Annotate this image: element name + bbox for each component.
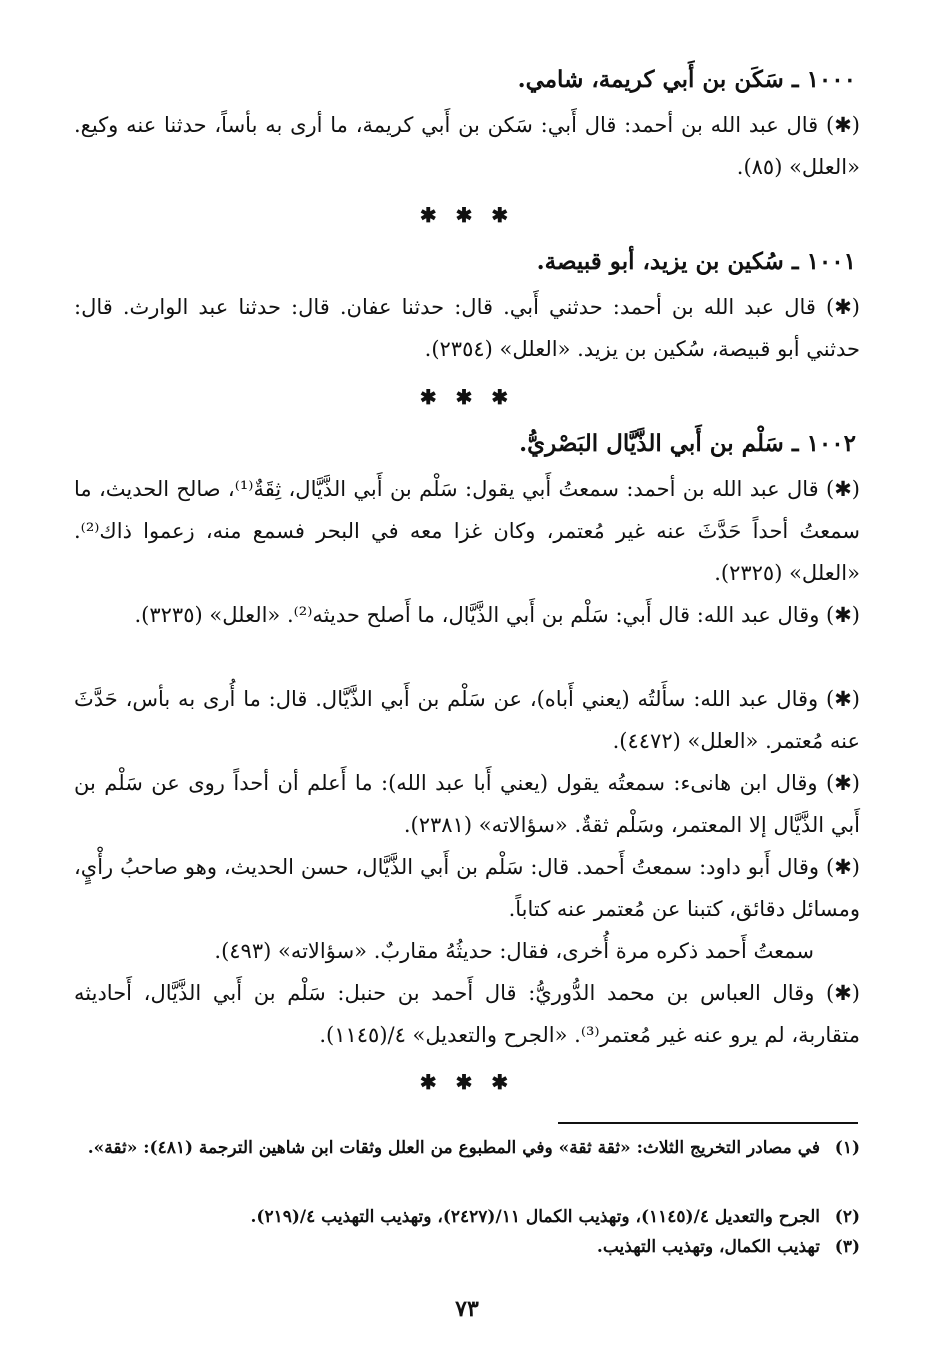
page-number: ٧٣	[455, 1296, 479, 1322]
entry-1002-paragraph-4: (✱) وقال ابن هانىء: سمعتُه يقول (يعني أَبا عبد الله): ما أَعلم أن أحداً روى عن سَلْم بن أَبي الذَّيَّال إلا المعتمر، وسَلْم ثقةٌ. «سؤالاته» (٢٣٨١).	[74, 771, 860, 837]
footnote-number: (٣)	[834, 1237, 860, 1257]
footnote-divider	[558, 1122, 858, 1124]
entry-1001-paragraph-1: (✱) قال عبد الله بن أحمد: حدثني أَبي. قال: حدثنا عفان. قال: حدثنا عبد الوارث. قال: حدثني أبو قبيصة، سُكين بن يزيد. «العلل» (٢٣٥٤).	[74, 295, 860, 361]
entry-1002-paragraph-3: (✱) وقال عبد الله: سأَلتُه (يعني أَباه)، عن سَلْم بن أَبي الذَّيَّال. قال: ما أُرى به بأس، حَدَّثَ عنه مُعتمر. «العلل» (٤٤٧٢).	[74, 687, 860, 753]
entry-title-1000: ١٠٠٠ ـ سَكَن بن أَبي كريمة، شامي.	[517, 66, 856, 93]
section-separator: ✱ ✱ ✱	[419, 385, 515, 409]
section-separator: ✱ ✱ ✱	[419, 1070, 515, 1094]
footnote-number: (٢)	[834, 1207, 860, 1227]
entry-1002-paragraph-5: (✱) وقال أَبو داود: سمعتُ أَحمد. قال: سَلْم بن أَبي الذَّيَّال، حسن الحديث، وهو صاحبُ رأْيٍ، ومسائل دقائق، كتبنا عن مُعتمر عنه كتاباً.	[74, 855, 860, 921]
entry-1002-paragraph-6: سمعتُ أَحمد ذكره مرة أُخرى، فقال: حديثُهُ مقاربٌ. «سؤالاته» (٤٩٣).	[214, 939, 814, 963]
entry-1002-paragraph-1: (✱) قال عبد الله بن أحمد: سمعتُ أَبي يقول: سَلْم بن أَبي الذَّيَّال، ثِقَةٌ⁽¹⁾، صالح الحديث، ما سمعتُ أحداً حَدَّثَ عنه غير مُعتمر، وكان غزا معه في البحر فسمع منه، زعموا ذاك⁽²⁾. «العلل» (٢٣٢٥).	[74, 477, 860, 585]
entry-1002-paragraph-2: (✱) وقال عبد الله: قال أَبي: سَلْم بن أَبي الذَّيَّال، ما أَصلح حديثه⁽²⁾. «العلل» (٣٢٣٥).	[134, 603, 860, 627]
footnote-text: تهذيب الكمال، وتهذيب التهذيب.	[596, 1237, 820, 1257]
footnote-text: في مصادر التخريج الثلاث: «ثقة ثقة» وفي المطبوع من العلل وثقات ابن شاهين الترجمة (٤٨١): «ثقة».	[87, 1138, 820, 1158]
section-separator: ✱ ✱ ✱	[419, 203, 515, 227]
entry-title-1001: ١٠٠١ ـ سُكين بن يزيد، أبو قبيصة.	[536, 248, 856, 275]
footnote-number: (١)	[834, 1138, 860, 1158]
footnote-1	[70, 1134, 860, 1162]
footnote-text: الجرح والتعديل ٤/(١١٤٥)، وتهذيب الكمال ١١/(٢٤٢٧)، وتهذيب التهذيب ٤/(٢١٩).	[250, 1207, 820, 1227]
footnote-2	[70, 1203, 860, 1231]
entry-1000-paragraph-1: (✱) قال عبد الله بن أحمد: قال أَبي: سَكن بن أَبي كريمة، ما أرى به بأساً، حدثنا عنه وكيع. «العلل» (٨٥).	[74, 113, 860, 179]
footnote-3	[70, 1233, 860, 1261]
entry-title-1002: ١٠٠٢ ـ سَلْم بن أَبي الذَّيَّال البَصْريُّ.	[519, 430, 856, 457]
entry-1002-paragraph-7: (✱) وقال العباس بن محمد الدُّوريُّ: قال أَحمد بن حنبل: سَلْم بن أَبي الذَّيَّال، أَحاديثه متقاربة، لم يرو عنه غير مُعتمر⁽³⁾. «الجرح والتعديل» ٤/(١١٤٥).	[74, 981, 860, 1047]
